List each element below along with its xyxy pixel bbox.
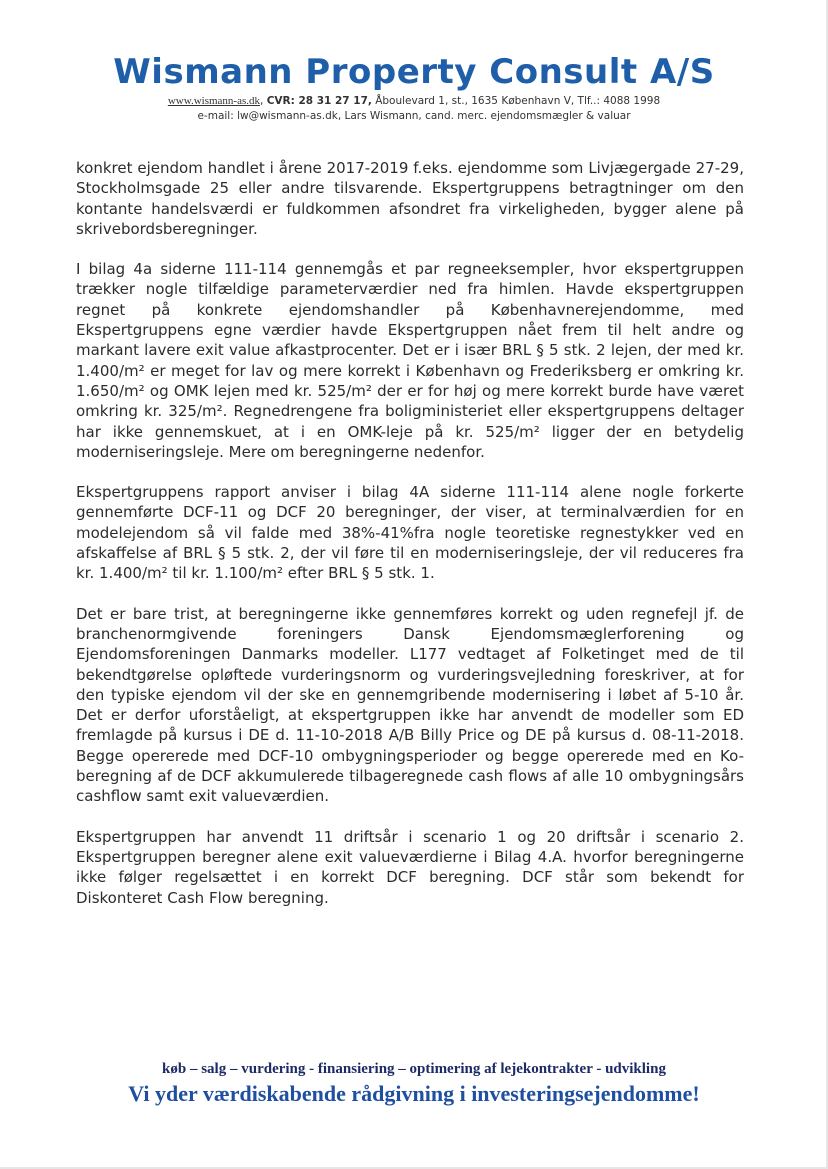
paragraph-5: Ekspertgruppen har anvendt 11 driftsår i scenario 1 og 20 driftsår i scenario 2. Ekspertgruppen beregner alene exit valueværdierne i Bilag 4.A. hvorfor beregningerne ikke følger regelsættet i en korrekt DCF beregning. DCF står som bekendt for Diskonteret Cash Flow beregning. [76,827,744,907]
footer [0,1058,828,1108]
address: Åboulevard 1, st., 1635 København V, Tlf..: 4088 1998 [371,95,661,107]
contact-line-1: www.wismann-as.dk, CVR: 28 31 27 17, Åboulevard 1, st., 1635 København V, Tlf..: 4088 1998 [167,95,661,107]
paragraph-1: konkret ejendom handlet i årene 2017-2019 f.eks. ejendomme som Livjægergade 27-29, Stockholmsgade 25 eller andre tilsvarende. Ekspertgruppens betragtninger om den kontante handelsværdi er fuldkommen afsondret fra virkeligheden, bygger alene på skrivebordsberegninger. [76,159,744,238]
slogan: Vi yder værdiskabende rådgivning i investeringsejendomme! [128,1081,700,1106]
paragraph-4: Det er bare trist, at beregningerne ikke gennemføres korrekt og uden regnefejl jf. de branchenormgivende foreningers Dansk Ejendomsmæglerforening og Ejendomsforeningen Danmarks modeller. L177 vedtaget af Folketinget med de til bekendtgørelse opløftede vurderingsnorm og vurderingsvejledning foreskriver, at for den typiske ejendom vil der ske en gennemgribende modernisering i løbet af 5-10 år. Det er derfor uforståeligt, at ekspertgruppen ikke har anvendt de modeller som ED fremlagde på kursus i DE d. 11-10-2018 A/B Billy Price og DE på kursus d. 08-11-2018. Begge opererede med DCF-10 ombygningsperioder og begge opererede med en Ko-beregning af de DCF akkumulerede tilbageregnede cash flows af alle 10 ombygningsårs cashflow samt exit valueværdien. [76,604,744,806]
letter-body [76,158,744,928]
website-link[interactable]: www.wismann-as.dk [167,95,260,107]
paragraph-3: Ekspertgruppens rapport anviser i bilag 4A siderne 111-114 alene nogle forkerte gennemførte DCF-11 og DCF 20 beregninger, der viser, at terminalværdien for en modelejendom så vil falde med 38%-41%fra nogle teoretiske regnestykker ved en afskaffelse af BRL § 5 stk. 2, der vil føre til en moderniseringsleje, der vil reduceres fra kr. 1.400/m² til kr. 1.100/m² efter BRL § 5 stk. 1. [76,483,744,583]
paragraph-2: I bilag 4a siderne 111-114 gennemgås et par regneeksempler, hvor ekspertgruppen trækker nogle tilfældige parameterværdier ned fra himlen. Havde ekspertgruppen regnet på konkrete ejendomshandler på Københavnerejendomme, med Ekspertgruppens egne værdier havde Ekspertgruppen nået frem til helt andre og markant lavere exit value afkastprocenter. Det er i især BRL § 5 stk. 2 lejen, der med kr. 1.400/m² er meget for lav og mere korrekt i København og Frederiksberg er omkring kr. 1.650/m² og OMK lejen med kr. 525/m² der er for høj og mere korrekt burde have været omkring kr. 325/m². Regnedrengene fra boligministeriet eller ekspertgruppens deltager har ikke gennemskuet, at i en OMK-leje på kr. 525/m² ligger der en betydelig moderniseringsleje. Mere om beregningerne nedenfor. [76,260,744,461]
services-line: køb – salg – vurdering - finansiering – optimering af lejekontrakter - udvikling [162,1061,666,1077]
letterhead [0,50,828,124]
cvr-number: CVR: 28 31 27 17, [266,95,372,107]
company-name: Wismann Property Consult A/S [113,52,715,92]
contact-line-2: e-mail: lw@wismann-as.dk, Lars Wismann, cand. merc. ejendomsmægler & valuar [197,110,631,122]
